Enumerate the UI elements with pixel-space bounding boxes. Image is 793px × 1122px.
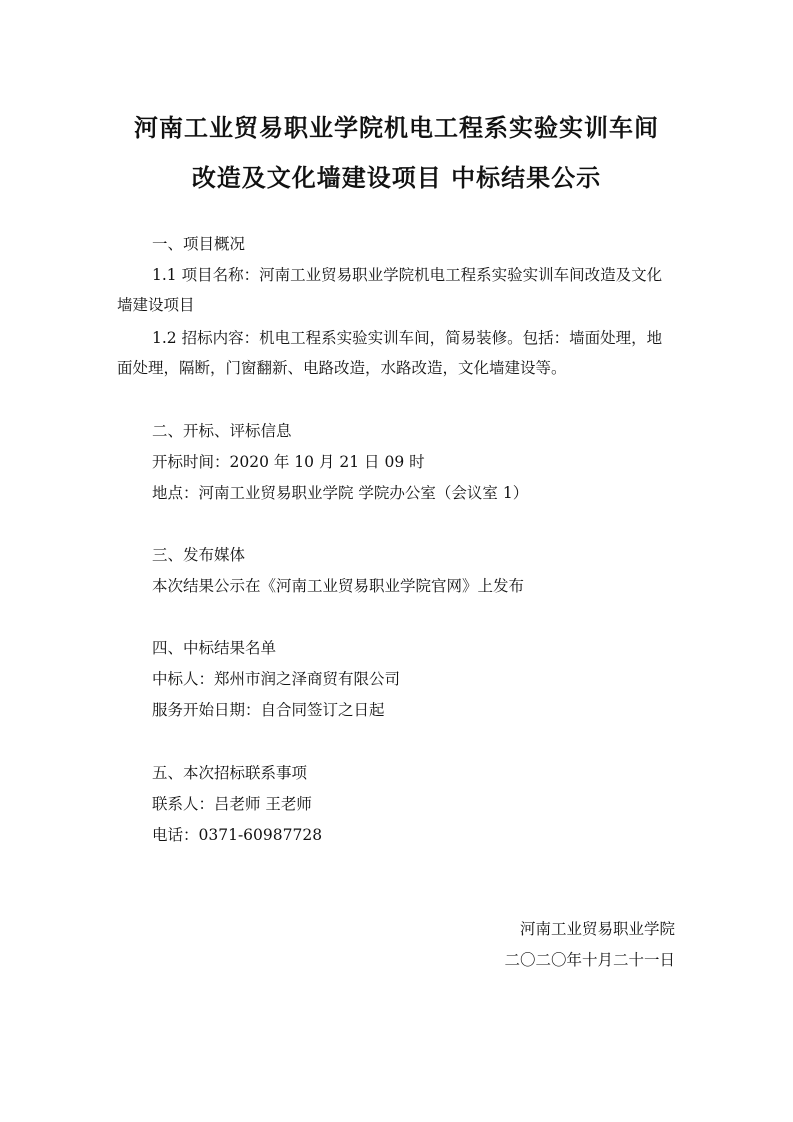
section-heading-bidding: 二、开标、评标信息 <box>152 422 292 440</box>
bid-opening-place: 地点：河南工业贸易职业学院 学院办公室（会议室 1） <box>152 484 529 502</box>
section-heading-overview: 一、项目概况 <box>152 235 246 253</box>
winning-bidder: 中标人：郑州市润之泽商贸有限公司 <box>152 670 401 688</box>
bid-opening-time: 开标时间：2020 年 10 月 21 日 09 时 <box>152 453 425 471</box>
section-heading-contact: 五、本次招标联系事项 <box>152 764 308 782</box>
project-name-line-1: 1.1 项目名称：河南工业贸易职业学院机电工程系实验实训车间改造及文化 <box>152 266 663 284</box>
signature-date: 二〇二〇年十月二十一日 <box>504 951 675 969</box>
media-text: 本次结果公示在《河南工业贸易职业学院官网》上发布 <box>152 577 525 595</box>
document-title-line-2: 改造及文化墙建设项目 中标结果公示 <box>191 164 602 192</box>
project-name-line-2: 墙建设项目 <box>117 296 195 314</box>
bid-content-line-2: 面处理，隔断，门窗翻新、电路改造，水路改造，文化墙建设等。 <box>117 359 567 377</box>
section-heading-result: 四、中标结果名单 <box>152 639 277 657</box>
bid-content-line-1: 1.2 招标内容：机电工程系实验实训车间，简易装修。包括：墙面处理，地 <box>152 329 663 347</box>
contact-people: 联系人：吕老师 王老师 <box>152 795 312 813</box>
document-title-line-1: 河南工业贸易职业学院机电工程系实验实训车间 <box>134 114 659 142</box>
service-start-date: 服务开始日期：自合同签订之日起 <box>152 701 385 719</box>
section-heading-media: 三、发布媒体 <box>152 546 246 564</box>
signature-organization: 河南工业贸易职业学院 <box>519 920 675 938</box>
contact-phone: 电话：0371-60987728 <box>152 826 323 844</box>
